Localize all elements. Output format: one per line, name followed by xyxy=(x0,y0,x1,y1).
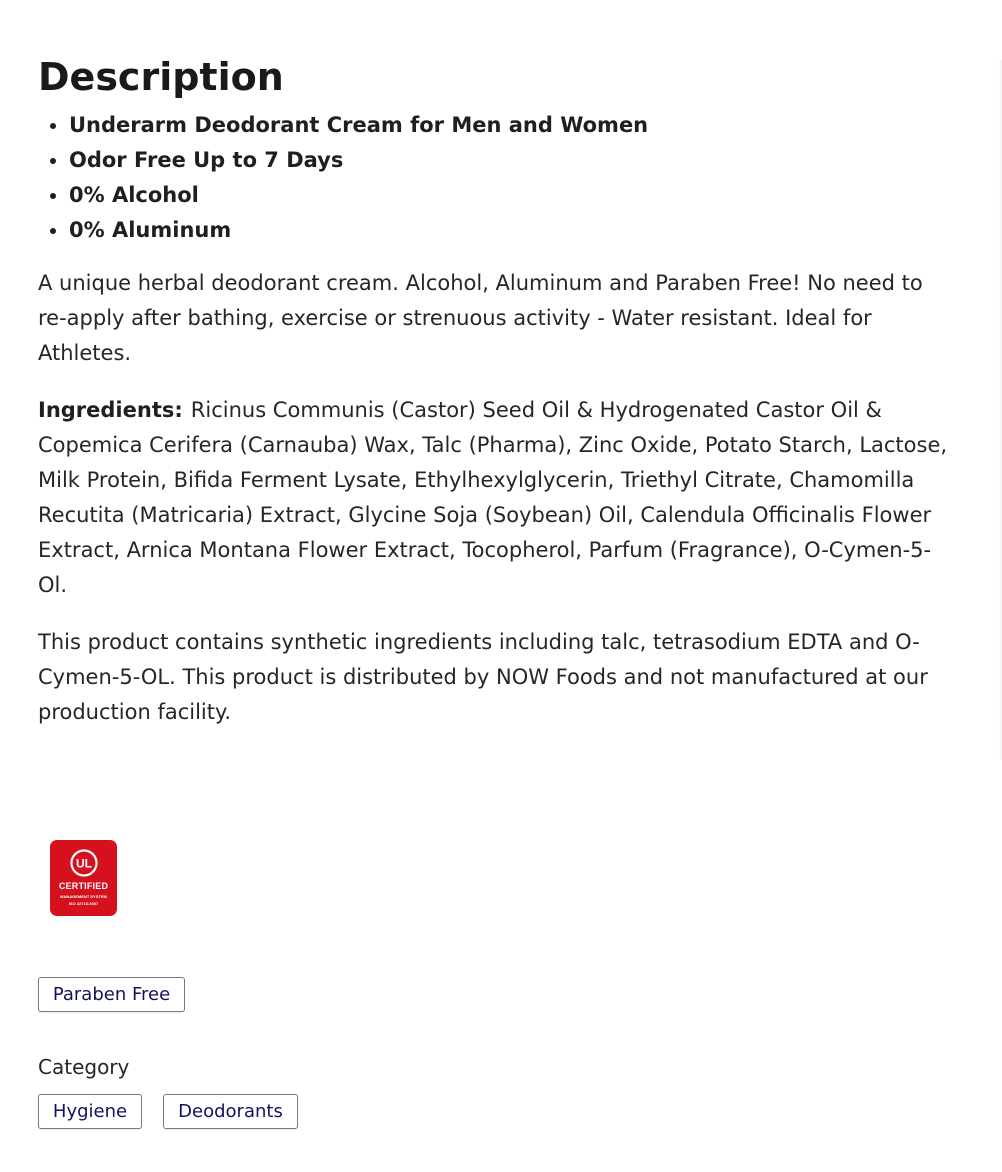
feature-item: • 0% Aluminum xyxy=(69,213,958,248)
ingredients-text: Ricinus Communis (Castor) Seed Oil & Hydrogenated Castor Oil & Copemica Cerifera (Carnauba) Wax, Talc (Pharma), Zinc Oxide, Potato Starch, Lactose, Milk Protein, Bifida Ferment Lysate, Ethylhexylglycerin, Triethyl Citrate, Chamomilla Recutita (Matricaria) Extract, Glycine Soja (Soybean) Oil, Calendula Officinalis Flower Extract, Arnica Montana Flower Extract, Tocopherol, Parfum (Fragrance), O-Cymen-5-Ol. xyxy=(38,398,948,597)
certified-label: CERTIFIED xyxy=(58,881,109,891)
synthetic-ingredients-note: This product contains synthetic ingredients including talc, tetrasodium EDTA and O-Cymen-5-OL. This product is distributed by NOW Foods and not manufactured at our production facility. xyxy=(38,630,928,724)
ul-mark: UL xyxy=(75,856,92,871)
category-label: Category xyxy=(38,1055,130,1079)
product-summary: A unique herbal deodorant cream. Alcohol, Aluminum and Paraben Free! No need to re-apply after bathing, exercise or strenuous activity - Water resistant. Ideal for Athletes. xyxy=(38,271,923,365)
ingredients-label: Ingredients: xyxy=(38,398,183,422)
category-tag-hygiene[interactable]: Hygiene xyxy=(38,1094,142,1129)
feature-list xyxy=(38,108,958,248)
cert-iso-label: ISO 22716:2007 xyxy=(68,901,99,906)
feature-item: • Underarm Deodorant Cream for Men and Women xyxy=(69,108,958,143)
feature-item: • 0% Alcohol xyxy=(69,178,958,213)
cert-system-label: MANAGEMENT SYSTEM xyxy=(60,894,107,899)
ingredients-paragraph xyxy=(38,393,958,603)
tag-paraben-free[interactable]: Paraben Free xyxy=(38,977,185,1012)
feature-item: • Odor Free Up to 7 Days xyxy=(69,143,958,178)
description-title: Description xyxy=(38,55,284,99)
description-section xyxy=(38,54,958,730)
category-tag-deodorants[interactable]: Deodorants xyxy=(163,1094,298,1129)
ul-logo-icon xyxy=(69,848,99,878)
ul-certified-badge xyxy=(50,840,117,916)
